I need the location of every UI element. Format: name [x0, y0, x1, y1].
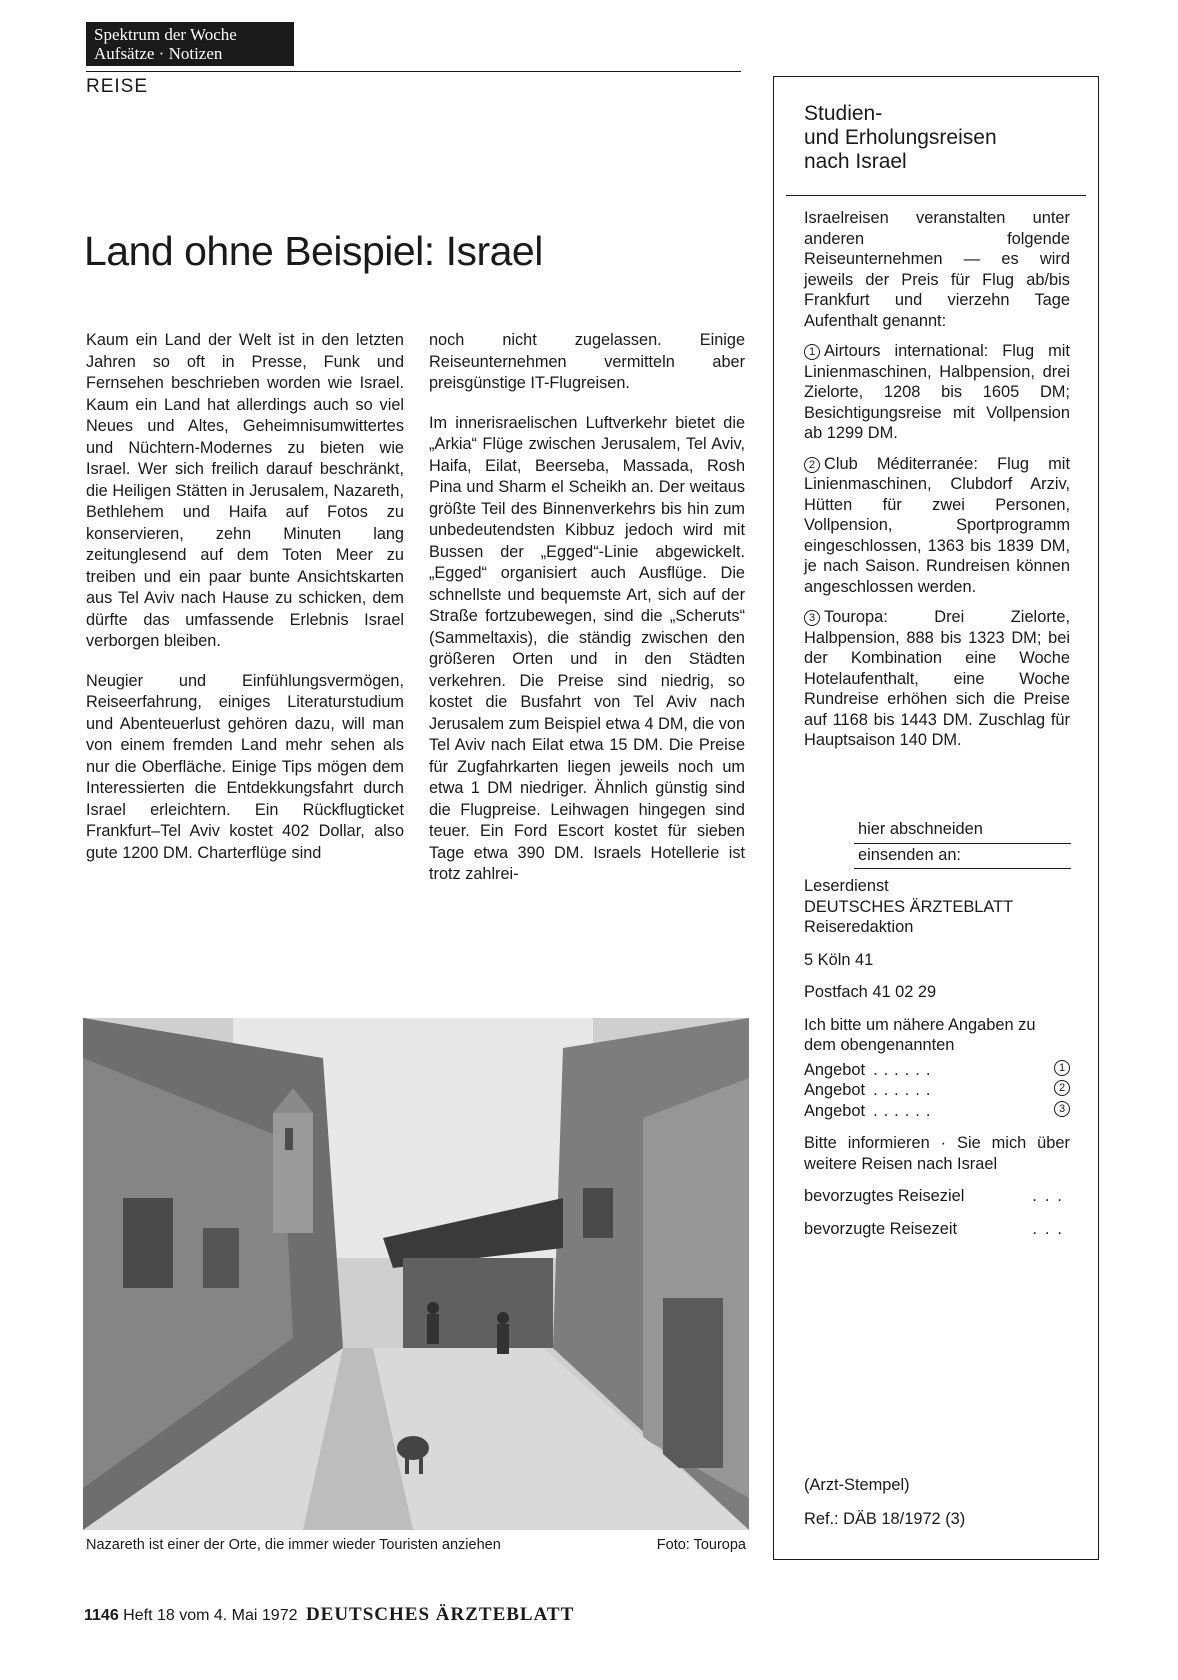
page-footer: [84, 1604, 574, 1626]
street-photo: [83, 1018, 749, 1530]
option-label: Angebot: [804, 1060, 866, 1079]
number-circle-icon[interactable]: 3: [1054, 1101, 1070, 1117]
top-rule: [86, 71, 741, 72]
offer-item: [804, 607, 1070, 751]
paragraph: Im innerisraelischen Luftverkehr bietet die „Arkia“ Flüge zwischen Jerusalem, Tel Aviv, Haifa, Eilat, Beerseba, Massada, Rosh Pina und Sharm el Scheikh an. Der weitaus größte Teil des Binnenverkehrs bis hin zum unbedeutendsten Kibbuz jedoch wird mit Bussen der „Egged“-Linie abgewickelt. „Egged“ organisiert auch Ausflüge. Die schnellste und bequemste Art, sich auf der Straße fortzubewegen, sind die „Scheruts“ (Sammeltaxis), die ständig zwischen den größeren Orten und in den Städten verkehren. Die Preise sind niedrig, so kostet die Busfahrt von Tel Aviv nach Jerusalem zum Beispiel etwa 4 DM, die von Tel Aviv nach Eilat etwa 15 DM. Die Preise für Zugfahrkarten liegen jeweils noch um etwa 1 DM niedriger. Ähnlich günstig sind die Flugpreise. Leihwagen hingegen sind teuer. Ein Ford Escort kostet für sieben Tage etwa 390 DM. Israels Hotellerie ist trotz zahlrei-: [429, 413, 745, 883]
sidebar-intro: Israelreisen veranstalten unter anderen folgende Reiseunternehmen — es wird jeweils der Preis für Flug ab/bis Frankfurt und vierzehn Tage Aufenthalt genannt:: [804, 209, 1070, 330]
offer-item: [804, 341, 1070, 444]
article-title: Land ohne Beispiel: Israel: [84, 228, 543, 274]
caption-text: Nazareth ist einer der Orte, die immer wieder Touristen anziehen: [86, 1537, 501, 1553]
paragraph: Kaum ein Land der Welt ist in den letzten Jahren so oft in Presse, Funk und Fernsehen beschrieben worden wie Israel. Kaum ein Land hat allerdings auch so viel Neues und Altes, Geheimnisumwittertes und Nüchtern-Modernes zu bieten wie Israel. Wer sich freilich darauf beschränkt, die Heiligen Stätten in Jerusalem, Nazareth, Bethlehem und Haifa auf Fotos zu konservieren, zehn Minuten lang zeitunglesend auf dem Toten Meer zu treiben und ein paar bunte Ansichtskarten aus Tel Aviv nach Hause zu schicken, dem dürfte das umfassende Erlebnis Israel verborgen bleiben.: [86, 331, 404, 650]
option-dots: ......: [873, 1101, 937, 1120]
section-badge-line1: Spektrum der Woche: [94, 25, 237, 44]
offer-option-2[interactable]: [804, 1080, 1070, 1101]
option-label: Angebot: [804, 1101, 866, 1120]
request-text: Ich bitte um nähere Angaben zu dem obengenannten: [804, 1015, 1036, 1054]
section-badge-line2: Aufsätze · Notizen: [94, 44, 223, 63]
offer-item: [804, 454, 1070, 598]
address-block: [804, 876, 1070, 938]
page-number: 1146: [84, 1607, 119, 1624]
send-divider: [854, 868, 1071, 869]
number-circle-icon[interactable]: 2: [1054, 1080, 1070, 1096]
postbox-line: Postfach 41 02 29: [804, 983, 937, 1001]
cut-line[interactable]: [854, 843, 1071, 844]
street-photo-image: [83, 1018, 749, 1530]
offer-options: [804, 1060, 1070, 1122]
address-line: Reiseredaktion: [804, 918, 914, 936]
field-dots: ...: [1032, 1187, 1070, 1205]
address-line: Leserdienst: [804, 877, 889, 895]
stamp-field[interactable]: (Arzt-Stempel): [804, 1476, 910, 1494]
number-circle-icon: 1: [804, 344, 820, 360]
sidebar-title-line: Studien-: [804, 102, 883, 125]
sidebar-title: [804, 102, 997, 174]
photo-credit: Foto: Touropa: [656, 1537, 746, 1553]
sidebar-divider: [786, 195, 1086, 196]
paragraph: noch nicht zugelassen. Einige Reiseunternehmen vermitteln aber preisgünstige IT-Flugreisen.: [429, 331, 745, 392]
number-circle-icon[interactable]: 1: [1054, 1060, 1070, 1076]
preferred-time-label: bevorzugte Reisezeit: [804, 1219, 958, 1238]
article-column-2: [429, 330, 745, 904]
preferred-destination-label: bevorzugtes Reiseziel: [804, 1187, 965, 1205]
sidebar-title-line: nach Israel: [804, 150, 907, 173]
reply-coupon: [804, 876, 1070, 1239]
inform-text: Bitte informieren · Sie mich über weitere Reisen nach Israel: [804, 1134, 1070, 1173]
preferred-destination-field[interactable]: [804, 1186, 1070, 1207]
kicker: REISE: [86, 76, 149, 97]
offer-text: Airtours international: Flug mit Linienmaschinen, Halbpension, drei Zielorte, 1208 bis 1605 DM; Besichtigungsreise mit Vollpension ab 1299 DM.: [804, 342, 1070, 442]
option-dots: ......: [873, 1081, 937, 1099]
offer-text: Touropa: Drei Zielorte, Halbpension, 888 bis 1323 DM; bei der Kombination eine Woche Hotelaufenthalt, eine Woche Rundreise erhöhen sich die Preise auf 1168 bis 1443 DM. Zuschlag für Hauptsaison 140 DM.: [804, 608, 1070, 749]
offer-option-1[interactable]: [804, 1060, 1070, 1081]
photo-caption: [86, 1537, 746, 1553]
option-label: Angebot: [804, 1081, 866, 1099]
sidebar-title-line: und Erholungsreisen: [804, 126, 997, 149]
offer-option-3[interactable]: [804, 1101, 1070, 1122]
journal-name: DEUTSCHES ÄRZTEBLATT: [305, 1604, 575, 1625]
issue-info: Heft 18 vom 4. Mai 1972: [123, 1607, 298, 1624]
preferred-time-field[interactable]: [804, 1219, 1070, 1240]
reference-code: Ref.: DÄB 18/1972 (3): [804, 1510, 966, 1528]
section-badge: [86, 22, 294, 66]
city-line: 5 Köln 41: [804, 950, 874, 969]
number-circle-icon: 2: [804, 457, 820, 473]
address-line: DEUTSCHES ÄRZTEBLATT: [804, 897, 1014, 916]
send-label: einsenden an:: [858, 846, 961, 864]
field-dots: ...: [1032, 1219, 1070, 1238]
article-column-1: [86, 330, 404, 882]
sidebar-body: [804, 208, 1070, 761]
option-dots: ......: [873, 1060, 937, 1079]
offer-text: Club Méditerranée: Flug mit Linienmaschinen, Clubdorf Arziv, Hütten für zwei Personen, Vollpension, Sportprogramm eingeschlossen, 1363 bis 1839 DM, je nach Saison. Rundreisen können angeschlossen werden.: [804, 454, 1070, 596]
paragraph: Neugier und Einfühlungsvermögen, Reiseerfahrung, einiges Literaturstudium und Abenteuerlust gehören dazu, will man von einem fremden Land mehr sehen als nur die Oberfläche. Einige Tips mögen dem Interessierten die Entdekkungsfahrt durch Israel erleichtern. Ein Rückflugticket Frankfurt–Tel Aviv kostet 402 Dollar, also gute 1200 DM. Charterflüge sind: [86, 671, 404, 862]
number-circle-icon: 3: [804, 610, 820, 626]
cut-label: hier abschneiden: [858, 820, 983, 838]
